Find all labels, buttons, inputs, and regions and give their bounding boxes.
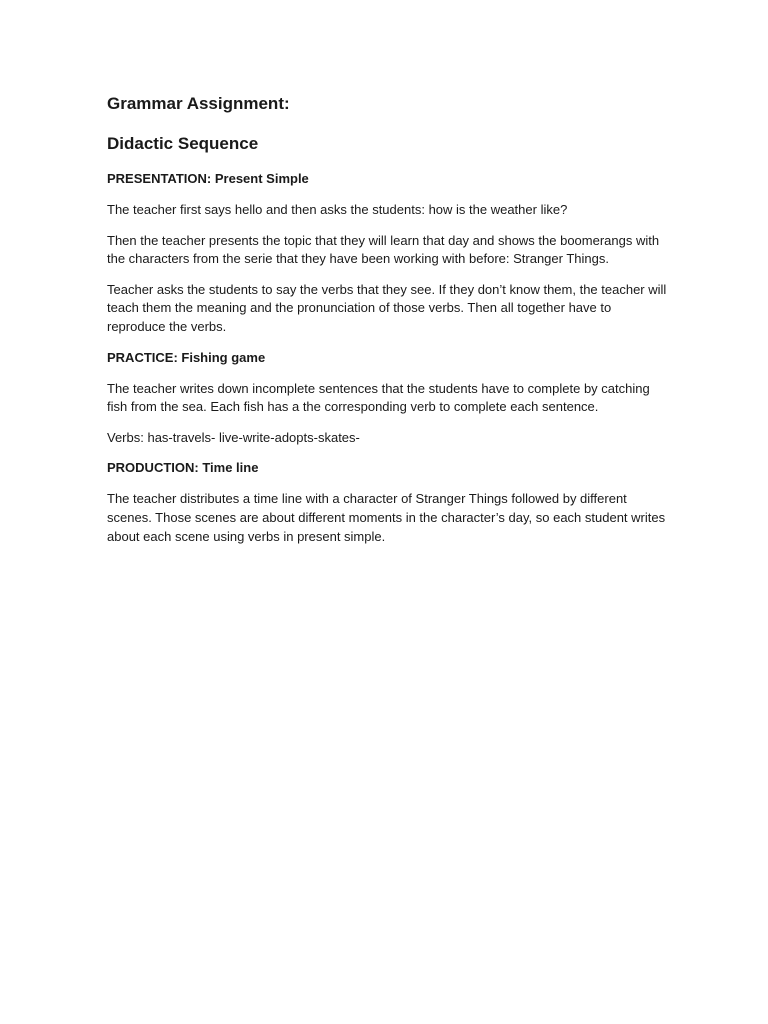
document-title: Grammar Assignment: [107,94,290,113]
paragraph: The teacher distributes a time line with a character of Stranger Things followed by different scenes. Those scenes are about different moments in the character’s day, so each student writes about each scene using verbs in present simple. [107,491,666,544]
paragraph: The teacher first says hello and then asks the students: how is the weather like? [107,202,568,217]
verbs-list: Verbs: has-travels- live-write-adopts-skates- [107,429,360,445]
section-heading-presentation: PRESENTATION: Present Simple [107,171,309,186]
paragraph: Teacher asks the students to say the verbs that they see. If they don’t know them, the teacher will teach them the meaning and the pronunciation of those verbs. Then all together have to reproduce the verbs. [107,281,667,334]
document-subtitle: Didactic Sequence [107,134,259,153]
section-heading-practice: PRACTICE: Fishing game [107,349,266,365]
paragraph: The teacher writes down incomplete sentences that the students have to complete by catching fish from the sea. Each fish has a the corresponding verb to complete each sentence. [107,380,650,415]
section-heading-production: PRODUCTION: Time line [107,460,259,476]
paragraph: Then the teacher presents the topic that they will learn that day and shows the boomerangs with the characters from the serie that they have been working with before: Stranger Things. [107,232,660,267]
